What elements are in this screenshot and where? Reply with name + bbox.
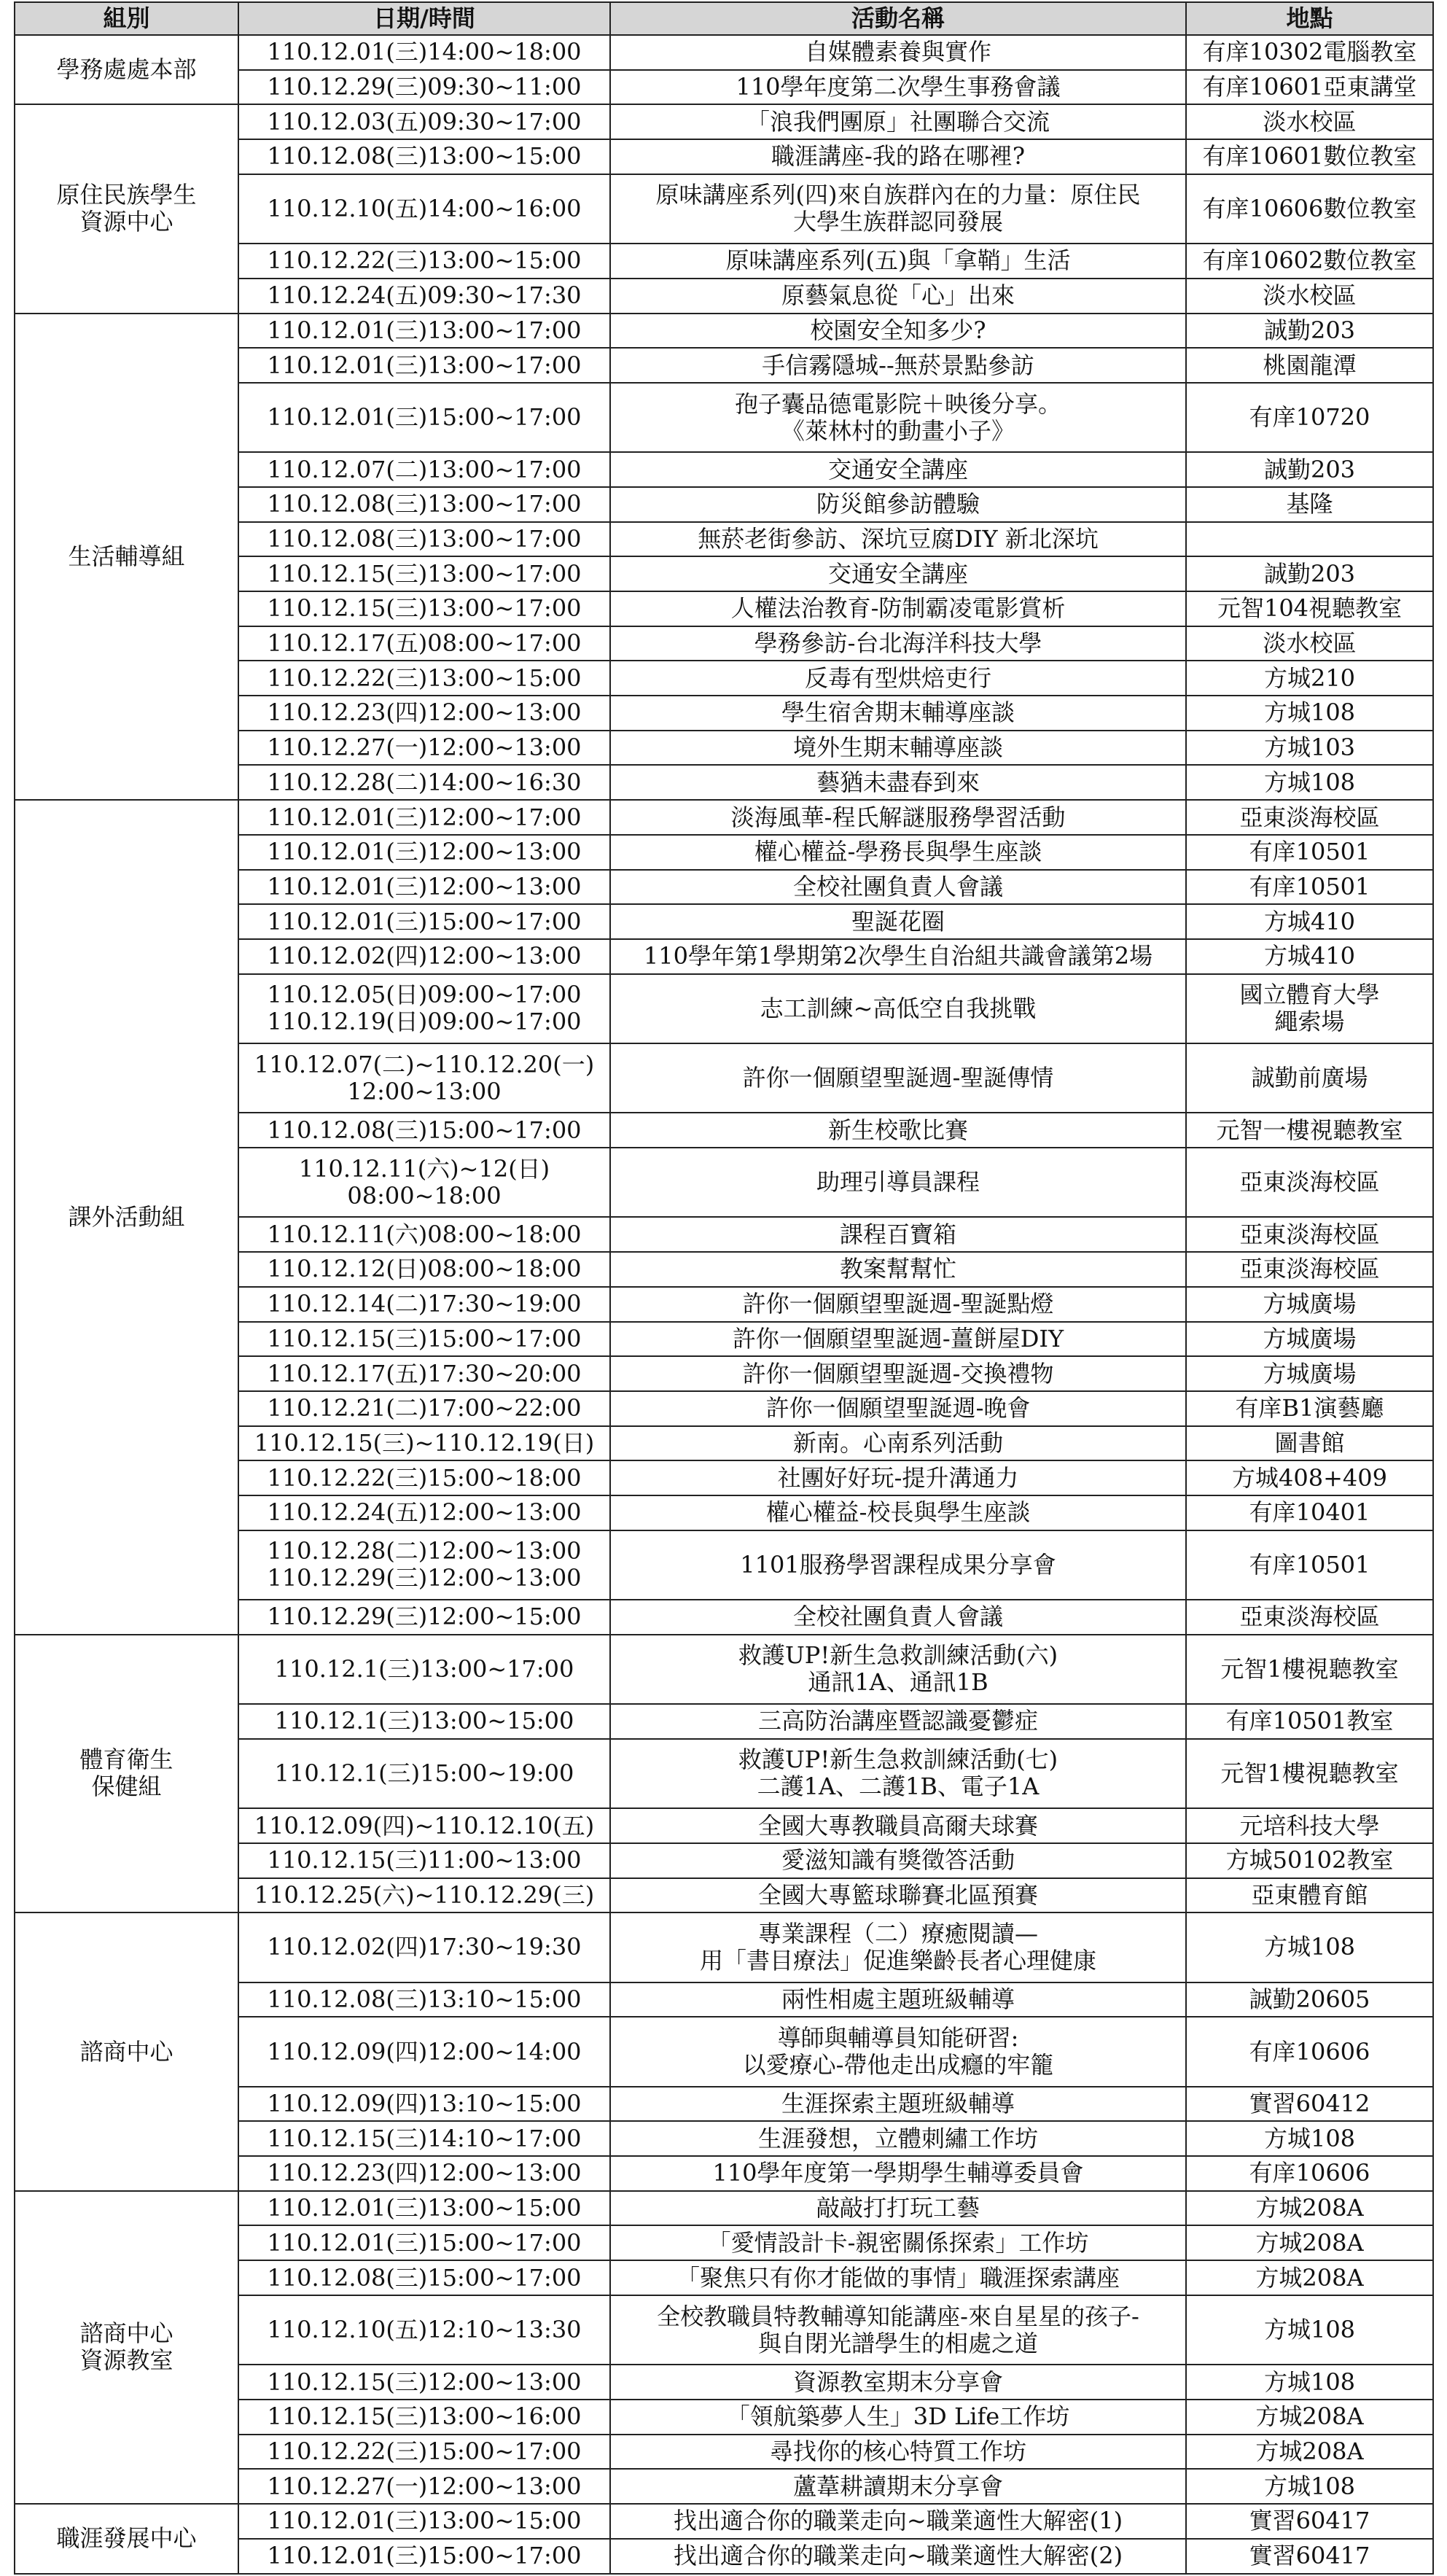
activity-cell: 教案幫幫忙	[610, 1252, 1186, 1287]
datetime-cell: 110.12.08(三)13:00~17:00	[238, 522, 610, 557]
table-row	[15, 104, 1433, 139]
location-cell: 亞東淡海校區	[1186, 800, 1433, 835]
location-cell: 方城108	[1186, 696, 1433, 731]
location-cell: 元培科技大學	[1186, 1808, 1433, 1843]
location-cell: 方城208A	[1186, 2435, 1433, 2470]
activity-cell: 孢子囊品德電影院＋映後分享。 《萊林村的動畫小子》	[610, 383, 1186, 452]
activity-cell: 手信霧隱城--無菸景點參訪	[610, 348, 1186, 383]
location-cell: 誠勤前廣場	[1186, 1043, 1433, 1113]
datetime-cell: 110.12.24(五)12:00~13:00	[238, 1495, 610, 1530]
activity-cell: 交通安全講座	[610, 556, 1186, 591]
location-cell: 方城410	[1186, 939, 1433, 974]
location-cell: 淡水校區	[1186, 626, 1433, 661]
activity-cell: 導師與輔導員知能研習: 以愛療心-帶他走出成癮的牢籠	[610, 2017, 1186, 2086]
activity-cell: 「聚焦只有你才能做的事情」職涯探索講座	[610, 2260, 1186, 2295]
header-activity: 活動名稱	[610, 2, 1186, 35]
activity-cell: 110學年度第二次學生事務會議	[610, 70, 1186, 105]
datetime-cell: 110.12.11(六)~12(日) 08:00~18:00	[238, 1148, 610, 1217]
activity-cell: 「領航築夢人生」3D Life工作坊	[610, 2400, 1186, 2435]
location-cell: 亞東淡海校區	[1186, 1148, 1433, 1217]
datetime-cell: 110.12.22(三)15:00~17:00	[238, 2435, 610, 2470]
location-cell: 方城108	[1186, 2365, 1433, 2400]
activity-cell: 愛滋知識有獎徵答活動	[610, 1843, 1186, 1878]
datetime-cell: 110.12.08(三)13:00~17:00	[238, 487, 610, 522]
location-cell: 亞東淡海校區	[1186, 1217, 1433, 1252]
datetime-cell: 110.12.01(三)13:00~15:00	[238, 2504, 610, 2539]
location-cell: 基隆	[1186, 487, 1433, 522]
location-cell: 實習60412	[1186, 2087, 1433, 2122]
datetime-cell: 110.12.15(三)12:00~13:00	[238, 2365, 610, 2400]
datetime-cell: 110.12.01(三)13:00~17:00	[238, 314, 610, 349]
location-cell: 元智一樓視聽教室	[1186, 1113, 1433, 1148]
location-cell: 方城410	[1186, 904, 1433, 939]
location-cell: 方城210	[1186, 661, 1433, 696]
datetime-cell: 110.12.23(四)12:00~13:00	[238, 696, 610, 731]
datetime-cell: 110.12.09(四)13:10~15:00	[238, 2087, 610, 2122]
location-cell: 有庠10601亞東講堂	[1186, 70, 1433, 105]
location-cell: 誠勤203	[1186, 556, 1433, 591]
datetime-cell: 110.12.15(三)15:00~17:00	[238, 1322, 610, 1357]
activity-cell: 藝猶未盡春到來	[610, 765, 1186, 800]
location-cell: 圖書館	[1186, 1426, 1433, 1461]
location-cell: 國立體育大學 繩索場	[1186, 974, 1433, 1043]
activity-cell: 助理引導員課程	[610, 1148, 1186, 1217]
activity-cell: 蘆葦耕讀期末分享會	[610, 2469, 1186, 2504]
table-row	[15, 2191, 1433, 2226]
datetime-cell: 110.12.01(三)13:00~15:00	[238, 2191, 610, 2226]
activity-cell: 三高防治講座暨認識憂鬱症	[610, 1704, 1186, 1739]
datetime-cell: 110.12.21(二)17:00~22:00	[238, 1391, 610, 1426]
location-cell: 誠勤203	[1186, 452, 1433, 487]
group-name-cell: 課外活動組	[15, 800, 238, 1635]
group-name-cell: 學務處處本部	[15, 35, 238, 104]
location-cell: 方城50102教室	[1186, 1843, 1433, 1878]
group-name-cell: 職涯發展中心	[15, 2504, 238, 2574]
datetime-cell: 110.12.15(三)14:10~17:00	[238, 2121, 610, 2156]
location-cell: 方城208A	[1186, 2225, 1433, 2260]
location-cell: 有庠10606	[1186, 2156, 1433, 2191]
activity-cell: 權心權益-校長與學生座談	[610, 1495, 1186, 1530]
location-cell: 有庠10602數位教室	[1186, 244, 1433, 279]
location-cell: 有庠10720	[1186, 383, 1433, 452]
location-cell: 方城108	[1186, 1912, 1433, 1982]
activity-cell: 兩性相處主題班級輔導	[610, 1982, 1186, 2017]
table-row	[15, 1635, 1433, 1704]
datetime-cell: 110.12.08(三)13:00~15:00	[238, 139, 610, 174]
datetime-cell: 110.12.11(六)08:00~18:00	[238, 1217, 610, 1252]
location-cell: 有庠10501	[1186, 1530, 1433, 1600]
datetime-cell: 110.12.17(五)17:30~20:00	[238, 1356, 610, 1391]
datetime-cell: 110.12.22(三)15:00~18:00	[238, 1460, 610, 1495]
location-cell: 亞東體育館	[1186, 1878, 1433, 1913]
activity-cell: 110學年度第一學期學生輔導委員會	[610, 2156, 1186, 2191]
location-cell: 方城103	[1186, 731, 1433, 766]
activity-cell: 許你一個願望聖誕週-聖誕點燈	[610, 1287, 1186, 1322]
datetime-cell: 110.12.05(日)09:00~17:00 110.12.19(日)09:00~17:00	[238, 974, 610, 1043]
activity-cell: 生涯發想，立體刺繡工作坊	[610, 2121, 1186, 2156]
datetime-cell: 110.12.07(二)13:00~17:00	[238, 452, 610, 487]
activity-cell: 原藝氣息從「心」出來	[610, 279, 1186, 314]
datetime-cell: 110.12.27(一)12:00~13:00	[238, 731, 610, 766]
datetime-cell: 110.12.01(三)15:00~17:00	[238, 2539, 610, 2574]
activity-cell: 原味講座系列(五)與「拿鞘」生活	[610, 244, 1186, 279]
datetime-cell: 110.12.28(二)12:00~13:00 110.12.29(三)12:00~13:00	[238, 1530, 610, 1600]
location-cell: 實習60417	[1186, 2539, 1433, 2574]
activity-cell: 許你一個願望聖誕週-薑餅屋DIY	[610, 1322, 1186, 1357]
location-cell: 有庠10501	[1186, 870, 1433, 905]
datetime-cell: 110.12.01(三)15:00~17:00	[238, 904, 610, 939]
table-row	[15, 35, 1433, 70]
datetime-cell: 110.12.01(三)12:00~17:00	[238, 800, 610, 835]
location-cell: 桃園龍潭	[1186, 348, 1433, 383]
datetime-cell: 110.12.22(三)13:00~15:00	[238, 244, 610, 279]
datetime-cell: 110.12.09(四)~110.12.10(五)	[238, 1808, 610, 1843]
location-cell: 淡水校區	[1186, 104, 1433, 139]
activity-cell: 許你一個願望聖誕週-交換禮物	[610, 1356, 1186, 1391]
activity-cell: 防災館參訪體驗	[610, 487, 1186, 522]
activity-cell: 校園安全知多少?	[610, 314, 1186, 349]
activity-cell: 全校教職員特教輔導知能講座-來自星星的孩子- 與自閉光譜學生的相處之道	[610, 2295, 1186, 2365]
activity-cell: 學務參訪-台北海洋科技大學	[610, 626, 1186, 661]
activity-cell: 生涯探索主題班級輔導	[610, 2087, 1186, 2122]
datetime-cell: 110.12.15(三)13:00~17:00	[238, 556, 610, 591]
location-cell: 方城廣場	[1186, 1287, 1433, 1322]
activity-cell: 全校社團負責人會議	[610, 1600, 1186, 1635]
datetime-cell: 110.12.14(二)17:30~19:00	[238, 1287, 610, 1322]
activity-cell: 權心權益-學務長與學生座談	[610, 835, 1186, 870]
location-cell: 方城108	[1186, 2469, 1433, 2504]
datetime-cell: 110.12.15(三)11:00~13:00	[238, 1843, 610, 1878]
datetime-cell: 110.12.03(五)09:30~17:00	[238, 104, 610, 139]
activity-cell: 全校社團負責人會議	[610, 870, 1186, 905]
datetime-cell: 110.12.1(三)13:00~17:00	[238, 1635, 610, 1704]
location-cell: 方城408+409	[1186, 1460, 1433, 1495]
activity-cell: 「愛情設計卡-親密關係探索」工作坊	[610, 2225, 1186, 2260]
group-name-cell: 體育衛生 保健組	[15, 1635, 238, 1913]
datetime-cell: 110.12.10(五)14:00~16:00	[238, 174, 610, 244]
activity-cell: 社團好好玩-提升溝通力	[610, 1460, 1186, 1495]
table-row	[15, 2504, 1433, 2539]
table-row	[15, 800, 1433, 835]
datetime-cell: 110.12.24(五)09:30~17:30	[238, 279, 610, 314]
datetime-cell: 110.12.27(一)12:00~13:00	[238, 2469, 610, 2504]
location-cell: 亞東淡海校區	[1186, 1600, 1433, 1635]
location-cell: 有庠10302電腦教室	[1186, 35, 1433, 70]
datetime-cell: 110.12.01(三)12:00~13:00	[238, 870, 610, 905]
activity-cell: 1101服務學習課程成果分享會	[610, 1530, 1186, 1600]
datetime-cell: 110.12.17(五)08:00~17:00	[238, 626, 610, 661]
group-name-cell: 諮商中心 資源教室	[15, 2191, 238, 2504]
datetime-cell: 110.12.08(三)15:00~17:00	[238, 1113, 610, 1148]
activity-cell: 課程百寶箱	[610, 1217, 1186, 1252]
datetime-cell: 110.12.07(二)~110.12.20(一) 12:00~13:00	[238, 1043, 610, 1113]
location-cell: 有庠B1演藝廳	[1186, 1391, 1433, 1426]
activity-cell: 救護UP!新生急救訓練活動(七) 二護1A、二護1B、電子1A	[610, 1739, 1186, 1808]
location-cell: 有庠10606	[1186, 2017, 1433, 2086]
datetime-cell: 110.12.08(三)15:00~17:00	[238, 2260, 610, 2295]
location-cell: 亞東淡海校區	[1186, 1252, 1433, 1287]
activity-cell: 境外生期末輔導座談	[610, 731, 1186, 766]
location-cell: 方城108	[1186, 2295, 1433, 2365]
activity-cell: 全國大專教職員高爾夫球賽	[610, 1808, 1186, 1843]
group-name-cell: 原住民族學生 資源中心	[15, 104, 238, 313]
datetime-cell: 110.12.01(三)15:00~17:00	[238, 383, 610, 452]
location-cell	[1186, 522, 1433, 557]
group-name-cell: 生活輔導組	[15, 314, 238, 801]
activity-cell: 志工訓練~高低空自我挑戰	[610, 974, 1186, 1043]
datetime-cell: 110.12.01(三)14:00~18:00	[238, 35, 610, 70]
activity-cell: 找出適合你的職業走向~職業適性大解密(2)	[610, 2539, 1186, 2574]
location-cell: 有庠10401	[1186, 1495, 1433, 1530]
location-cell: 有庠10606數位教室	[1186, 174, 1433, 244]
activity-cell: 交通安全講座	[610, 452, 1186, 487]
activity-cell: 反毒有型烘焙吏行	[610, 661, 1186, 696]
location-cell: 實習60417	[1186, 2504, 1433, 2539]
datetime-cell: 110.12.08(三)13:10~15:00	[238, 1982, 610, 2017]
location-cell: 方城廣場	[1186, 1356, 1433, 1391]
activity-cell: 原味講座系列(四)來自族群內在的力量：原住民 大學生族群認同發展	[610, 174, 1186, 244]
activity-cell: 尋找你的核心特質工作坊	[610, 2435, 1186, 2470]
activity-cell: 110學年第1學期第2次學生自治組共識會議第2場	[610, 939, 1186, 974]
activity-cell: 救護UP!新生急救訓練活動(六) 通訊1A、通訊1B	[610, 1635, 1186, 1704]
activity-cell: 全國大專籃球聯賽北區預賽	[610, 1878, 1186, 1913]
activity-cell: 許你一個願望聖誕週-聖誕傳情	[610, 1043, 1186, 1113]
header-group: 組別	[15, 2, 238, 35]
datetime-cell: 110.12.25(六)~110.12.29(三)	[238, 1878, 610, 1913]
datetime-cell: 110.12.02(四)17:30~19:30	[238, 1912, 610, 1982]
datetime-cell: 110.12.15(三)~110.12.19(日)	[238, 1426, 610, 1461]
location-cell: 誠勤20605	[1186, 1982, 1433, 2017]
location-cell: 淡水校區	[1186, 279, 1433, 314]
activity-schedule-table	[14, 1, 1434, 2575]
header-row	[15, 2, 1433, 35]
table-row	[15, 314, 1433, 349]
activity-cell: 「浪我們團原」社團聯合交流	[610, 104, 1186, 139]
datetime-cell: 110.12.23(四)12:00~13:00	[238, 2156, 610, 2191]
location-cell: 有庠10501	[1186, 835, 1433, 870]
activity-cell: 資源教室期末分享會	[610, 2365, 1186, 2400]
datetime-cell: 110.12.1(三)13:00~15:00	[238, 1704, 610, 1739]
location-cell: 有庠10501教室	[1186, 1704, 1433, 1739]
group-name-cell: 諮商中心	[15, 1912, 238, 2191]
activity-cell: 淡海風華-程氏解謎服務學習活動	[610, 800, 1186, 835]
datetime-cell: 110.12.01(三)15:00~17:00	[238, 2225, 610, 2260]
activity-cell: 聖誕花圈	[610, 904, 1186, 939]
datetime-cell: 110.12.29(三)09:30~11:00	[238, 70, 610, 105]
header-location: 地點	[1186, 2, 1433, 35]
activity-cell: 無菸老街參訪、深坑豆腐DIY 新北深坑	[610, 522, 1186, 557]
activity-cell: 學生宿舍期末輔導座談	[610, 696, 1186, 731]
location-cell: 方城108	[1186, 765, 1433, 800]
header-datetime: 日期/時間	[238, 2, 610, 35]
datetime-cell: 110.12.10(五)12:10~13:30	[238, 2295, 610, 2365]
datetime-cell: 110.12.15(三)13:00~16:00	[238, 2400, 610, 2435]
location-cell: 方城208A	[1186, 2191, 1433, 2226]
location-cell: 方城208A	[1186, 2400, 1433, 2435]
activity-cell: 許你一個願望聖誕週-晚會	[610, 1391, 1186, 1426]
activity-cell: 新生校歌比賽	[610, 1113, 1186, 1148]
activity-cell: 敲敲打打玩工藝	[610, 2191, 1186, 2226]
activity-cell: 新南。心南系列活動	[610, 1426, 1186, 1461]
datetime-cell: 110.12.22(三)13:00~15:00	[238, 661, 610, 696]
datetime-cell: 110.12.1(三)15:00~19:00	[238, 1739, 610, 1808]
datetime-cell: 110.12.01(三)13:00~17:00	[238, 348, 610, 383]
datetime-cell: 110.12.29(三)12:00~15:00	[238, 1600, 610, 1635]
activity-cell: 找出適合你的職業走向~職業適性大解密(1)	[610, 2504, 1186, 2539]
datetime-cell: 110.12.09(四)12:00~14:00	[238, 2017, 610, 2086]
location-cell: 方城廣場	[1186, 1322, 1433, 1357]
location-cell: 方城108	[1186, 2121, 1433, 2156]
datetime-cell: 110.12.01(三)12:00~13:00	[238, 835, 610, 870]
location-cell: 元智1樓視聽教室	[1186, 1635, 1433, 1704]
location-cell: 誠勤203	[1186, 314, 1433, 349]
location-cell: 方城208A	[1186, 2260, 1433, 2295]
location-cell: 元智1樓視聽教室	[1186, 1739, 1433, 1808]
activity-cell: 人權法治教育-防制霸凌電影賞析	[610, 591, 1186, 626]
datetime-cell: 110.12.02(四)12:00~13:00	[238, 939, 610, 974]
table-row	[15, 1912, 1433, 1982]
location-cell: 有庠10601數位教室	[1186, 139, 1433, 174]
activity-cell: 自媒體素養與實作	[610, 35, 1186, 70]
activity-cell: 職涯講座-我的路在哪裡?	[610, 139, 1186, 174]
activity-cell: 專業課程（二）療癒閱讀— 用「書目療法」促進樂齡長者心理健康	[610, 1912, 1186, 1982]
location-cell: 元智104視聽教室	[1186, 591, 1433, 626]
datetime-cell: 110.12.12(日)08:00~18:00	[238, 1252, 610, 1287]
datetime-cell: 110.12.28(二)14:00~16:30	[238, 765, 610, 800]
datetime-cell: 110.12.15(三)13:00~17:00	[238, 591, 610, 626]
